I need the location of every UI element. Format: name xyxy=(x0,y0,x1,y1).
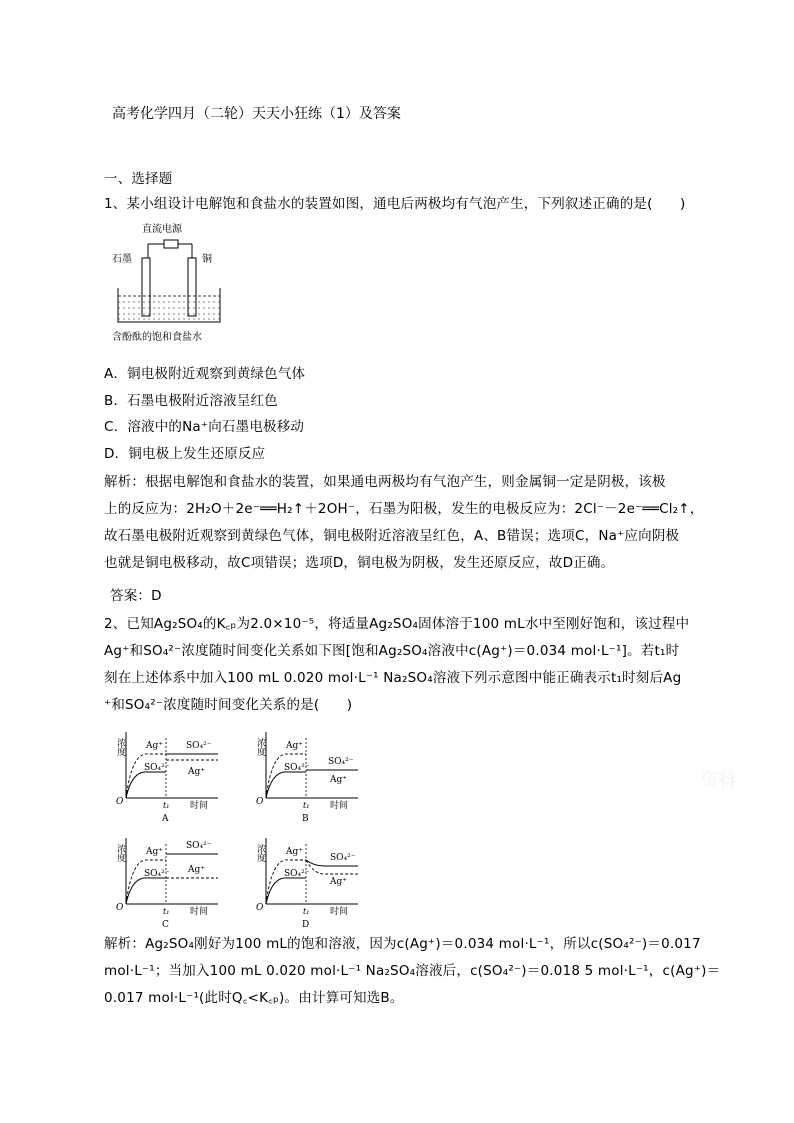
power-label: 直流电源 xyxy=(142,224,182,235)
page-title: 高考化学四月（二轮）天天小狂练（1）及答案 xyxy=(112,106,401,122)
graph-b-label: SO₄²⁻ xyxy=(284,763,310,773)
power-source xyxy=(164,240,178,248)
graph-a-label: Ag⁺ xyxy=(188,767,206,777)
graph-c-ylabel: 浓度 xyxy=(115,844,125,862)
q1-analysis-line: 故石墨电极附近观察到黄绿色气体，铜电极附近溶液呈红色，A、B错误；选项C，Na⁺应向阴极 xyxy=(104,528,680,544)
graph-b-so4-curve xyxy=(266,772,306,798)
q1-analysis-line: 上的反应为：2H₂O＋2e⁻══H₂↑＋2OH⁻，石墨为阳极，发生的电极反应为：2Cl⁻－2e⁻══Cl₂↑， xyxy=(104,501,704,517)
q1-answer: 答案：D xyxy=(110,588,162,604)
graph-c-letter: C xyxy=(162,920,169,930)
watermark: 资料 xyxy=(700,770,736,791)
q1-figure xyxy=(108,218,228,346)
q2-analysis-line: 0.017 mol·L⁻¹(此时Q꜀<K꜀ₚ)。由计算可知选B。 xyxy=(104,990,404,1006)
graph-d-ylabel: 浓度 xyxy=(255,844,265,862)
q2-analysis-line: 解析：Ag₂SO₄刚好为100 mL的饱和溶液，因为c(Ag⁺)＝0.034 mol·L⁻¹，所以c(SO₄²⁻)＝0.017 xyxy=(104,936,701,952)
graph-b-t1: t₁ xyxy=(303,801,310,810)
graph-c-label: Ag⁺ xyxy=(188,865,206,875)
q2-stem-line: Ag⁺和SO₄²⁻浓度随时间变化关系如下图[饱和Ag₂SO₄溶液中c(Ag⁺)＝0.034 mol·L⁻¹]。若t₁时 xyxy=(104,643,680,659)
graph-a-origin: O xyxy=(116,797,124,807)
graph-a-ag-curve xyxy=(126,754,166,798)
q2-analysis-line: mol·L⁻¹；当加入100 mL 0.020 mol·L⁻¹ Na₂SO₄溶液后，c(SO₄²⁻)＝0.018 5 mol·L⁻¹，c(Ag⁺)＝ xyxy=(104,963,721,979)
graph-a-label: SO₄²⁻ xyxy=(186,741,212,751)
left-electrode-label: 石墨 xyxy=(112,254,132,265)
graph-c-label: SO₄²⁻ xyxy=(186,841,212,851)
graph-a-so4-curve xyxy=(126,772,166,798)
graph-c xyxy=(108,830,228,930)
q1-analysis-line: 也就是铜电极移动，故C项错误；选项D，铜电极为阴极，发生还原反应，故D正确。 xyxy=(104,555,615,571)
graph-a-xlabel: 时间 xyxy=(190,801,209,811)
q1-option-b: B．石墨电极附近溶液呈红色 xyxy=(104,393,278,409)
graph-b-label: Ag⁺ xyxy=(286,741,304,751)
q1-option-a: A．铜电极附近观察到黄绿色气体 xyxy=(104,366,306,382)
section-heading: 一、选择题 xyxy=(104,171,173,187)
graph-d-t1: t₁ xyxy=(303,907,310,916)
graph-b-letter: B xyxy=(302,814,309,824)
graph-b-label: Ag⁺ xyxy=(330,775,348,785)
graph-a-ylabel: 浓度 xyxy=(115,738,125,756)
graph-c-xlabel: 时间 xyxy=(190,907,209,917)
electrolysis-diagram xyxy=(108,218,228,346)
graph-d-ag-curve xyxy=(266,860,306,904)
graph-c-label: SO₄²⁻ xyxy=(144,869,170,879)
q1-stem: 1、某小组设计电解饱和食盐水的装置如图，通电后两极均有气泡产生，下列叙述正确的是( ) xyxy=(104,196,686,212)
graph-d-xlabel: 时间 xyxy=(330,907,349,917)
graph-b xyxy=(248,724,368,824)
q2-stem-line: ⁺和SO₄²⁻浓度随时间变化关系的是( ) xyxy=(104,697,353,713)
graph-d-origin: O xyxy=(256,903,264,913)
graph-c-t1: t₁ xyxy=(163,907,170,916)
copper-electrode xyxy=(188,258,196,316)
q1-analysis-line: 解析：根据电解饱和食盐水的装置，如果通电两极均有气泡产生，则金属铜一定是阴极，该极 xyxy=(104,474,666,490)
graphite-electrode xyxy=(142,258,150,316)
graph-d-label: SO₄²⁻ xyxy=(330,853,356,863)
graph-a xyxy=(108,724,228,824)
graph-b-origin: O xyxy=(256,797,264,807)
graph-b-xlabel: 时间 xyxy=(330,801,349,811)
q1-option-d: D．铜电极上发生还原反应 xyxy=(104,446,266,462)
graph-d-label: Ag⁺ xyxy=(286,847,304,857)
graph-d-so4-curve xyxy=(266,878,306,904)
graph-c-origin: O xyxy=(116,903,124,913)
q2-stem-line: 刻在上述体系中加入100 mL 0.020 mol·L⁻¹ Na₂SO₄溶液下列示意图中能正确表示t₁时刻后Ag xyxy=(104,670,682,686)
graph-d-letter: D xyxy=(302,920,310,930)
graph-a-letter: A xyxy=(162,814,169,824)
graph-c-so4-curve xyxy=(126,878,166,904)
graph-a-label: SO₄²⁻ xyxy=(144,763,170,773)
graph-c-ag-curve xyxy=(126,860,166,904)
beaker xyxy=(118,288,220,322)
q2-stem-line: 2、已知Ag₂SO₄的K꜀ₚ为2.0×10⁻⁵，将适量Ag₂SO₄固体溶于100 mL水中至刚好饱和，该过程中 xyxy=(104,616,690,632)
graph-a-label: Ag⁺ xyxy=(146,741,164,751)
graph-d-label: SO₄²⁻ xyxy=(284,869,310,879)
graph-c-label: Ag⁺ xyxy=(146,847,164,857)
graph-b-ylabel: 浓度 xyxy=(255,738,265,756)
right-electrode-label: 铜 xyxy=(202,254,212,265)
graph-d xyxy=(248,830,368,930)
graph-a-t1: t₁ xyxy=(163,801,170,810)
graph-d-label: Ag⁺ xyxy=(330,877,348,887)
q1-option-c: C．溶液中的Na⁺向石墨电极移动 xyxy=(104,419,305,435)
graph-b-label: SO₄²⁻ xyxy=(328,757,354,767)
graph-b-ag-curve xyxy=(266,754,306,798)
solution-caption: 含酚酞的饱和食盐水 xyxy=(112,332,202,343)
